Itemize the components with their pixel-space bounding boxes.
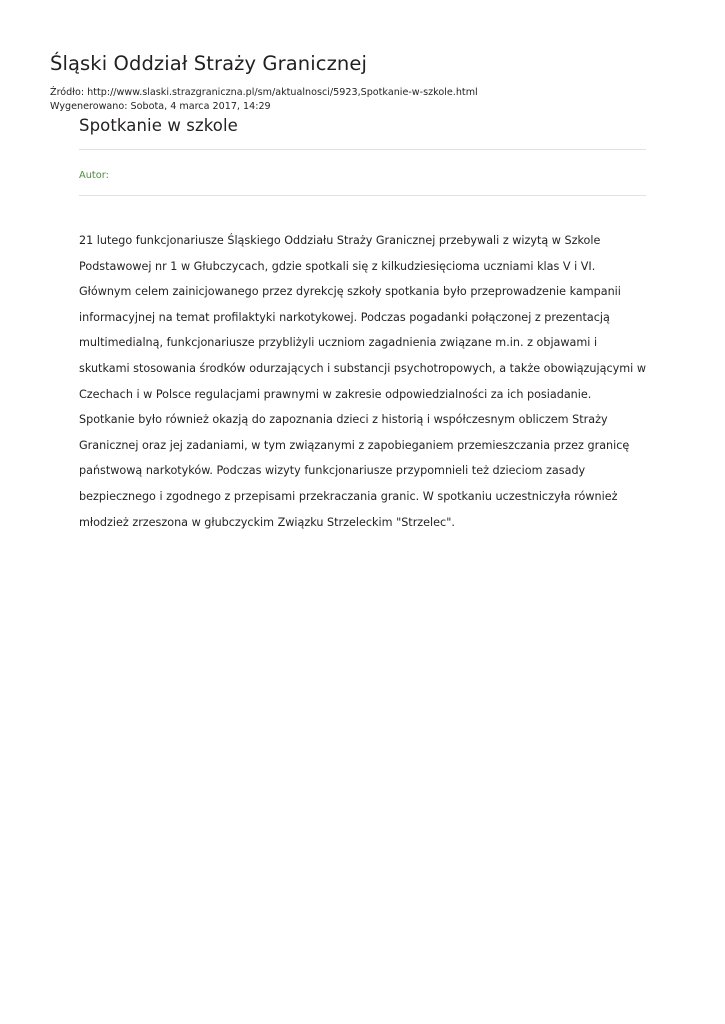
- author-row: [79, 150, 646, 195]
- page-title: Spotkanie w szkole: [79, 116, 238, 135]
- divider-bottom: [79, 195, 646, 196]
- generated-line: Wygenerowano: Sobota, 4 marca 2017, 14:29: [50, 101, 271, 112]
- article-content: [79, 116, 646, 546]
- author-label: Autor:: [79, 170, 109, 181]
- article-body: 21 lutego funkcjonariusze Śląskiego Oddziału Straży Granicznej przebywali z wizytą w Szkole Podstawowej nr 1 w Głubczycach, gdzie spotkali się z kilkudziesięcioma uczniami klas V i VI. Głównym celem zainicjowanego przez dyrekcję szkoły spotkania było przeprowadzenie kampanii informacyjnej na temat profilaktyki narkotykowej. Podczas pogadanki połączonej z prezentacją multimedialną, funkcjonariusze przybliżyli uczniom zagadnienia związane m.in. z objawami i skutkami stosowania środków odurzających i substancji psychotropowych, a także obowiązującymi w Czechach i w Polsce regulacjami prawnymi w zakresie odpowiedzialności za ich posiadanie. Spotkanie było również okazją do zapoznania dzieci z historią i współczesnym obliczem Straży Granicznej oraz jej zadaniami, w tym związanymi z zapobieganiem przemieszczania przez granicę państwową narkotyków. Podczas wizyty funkcjonariusze przypomnieli też dzieciom zasady bezpiecznego i zgodnego z przepisami przekraczania granic. W spotkaniu uczestniczyła również młodzież zrzeszona w głubczyckim Związku Strzeleckim "Strzelec".: [79, 234, 646, 529]
- site-title: Śląski Oddział Straży Granicznej: [50, 52, 368, 75]
- source-line: Źródło: http://www.slaski.strazgraniczna.pl/sm/aktualnosci/5923,Spotkanie-w-szkole.html: [50, 87, 478, 98]
- document-meta: [50, 86, 478, 114]
